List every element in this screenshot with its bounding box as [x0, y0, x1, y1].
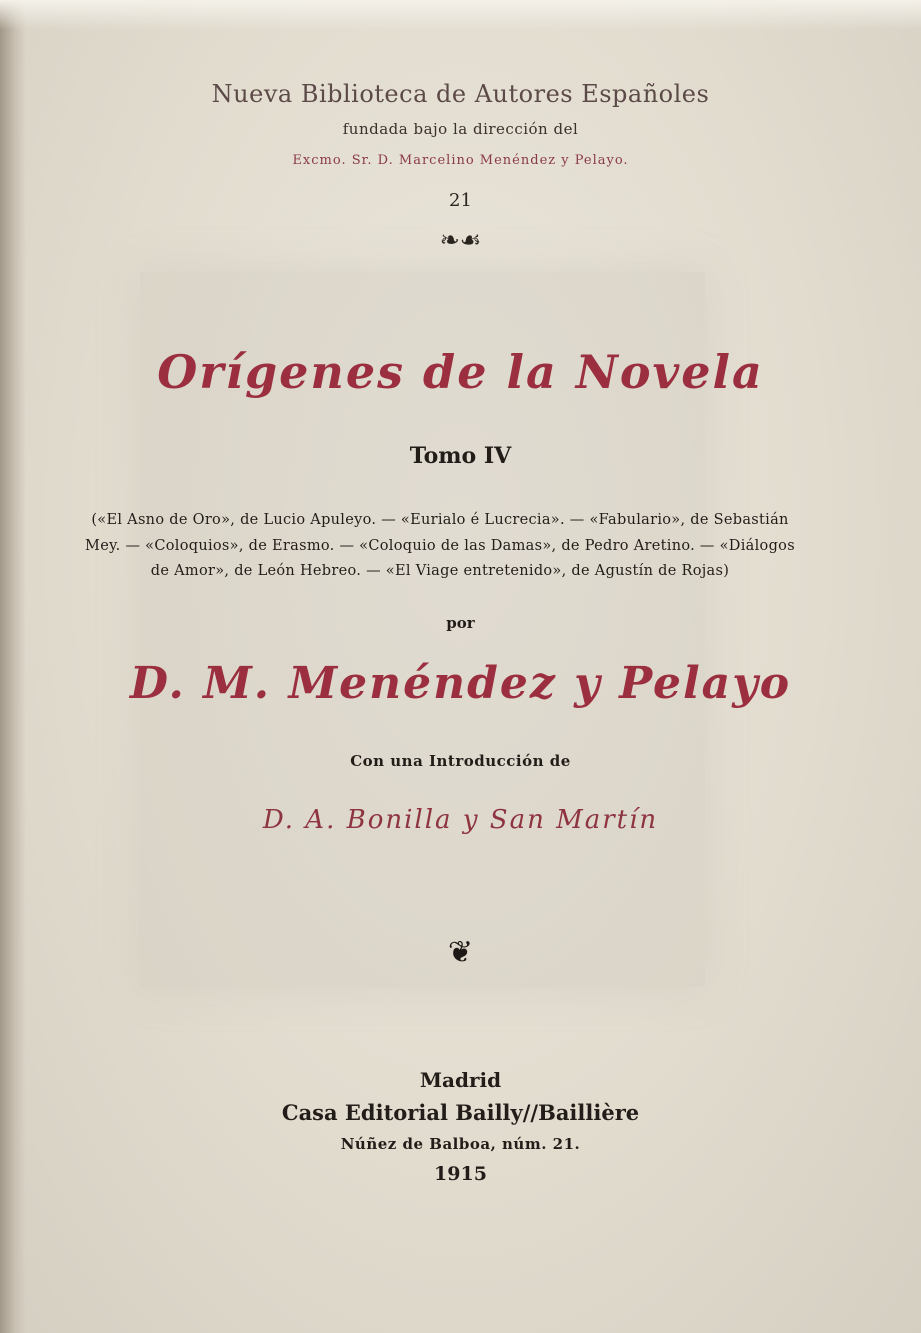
series-director: Excmo. Sr. D. Marcelino Menéndez y Pelayo. [292, 153, 629, 168]
book-title: Orígenes de la Novela [157, 345, 764, 399]
imprint-address: Núñez de Balboa, núm. 21. [340, 1135, 581, 1153]
imprint-publisher: Casa Editorial Bailly//Baillière [281, 1100, 640, 1125]
contents-line-2: Mey. — «Coloquios», de Erasmo. — «Coloquio de las Damas», de Pedro Aretino. — «Diálogos [85, 538, 795, 554]
contents-line-1: («El Asno de Oro», de Lucio Apuleyo. — «Eurialo é Lucrecia». — «Fabulario», de Sebastián [91, 512, 789, 528]
ornament-flourish-icon: ❧☙ [439, 226, 482, 254]
introduction-label: Con una Introducción de [350, 752, 571, 770]
series-volume-number: 21 [449, 190, 472, 211]
series-title: Nueva Biblioteca de Autores Españoles [211, 80, 710, 108]
by-label: por [446, 614, 475, 632]
imprint-year: 1915 [434, 1163, 487, 1185]
page-edge-highlight [0, 0, 921, 30]
introduction-author: D. A. Bonilla y San Martín [262, 805, 659, 835]
imprint-place: Madrid [419, 1068, 502, 1092]
series-founded-line: fundada bajo la dirección del [342, 120, 579, 138]
tome-label: Tomo IV [409, 443, 512, 469]
ornament-leaf-icon: ❦ [447, 935, 474, 970]
author-name: D. M. Menéndez y Pelayo [129, 658, 792, 709]
contents-line-3: de Amor», de León Hebreo. — «El Viage entretenido», de Agustín de Rojas) [150, 563, 730, 579]
